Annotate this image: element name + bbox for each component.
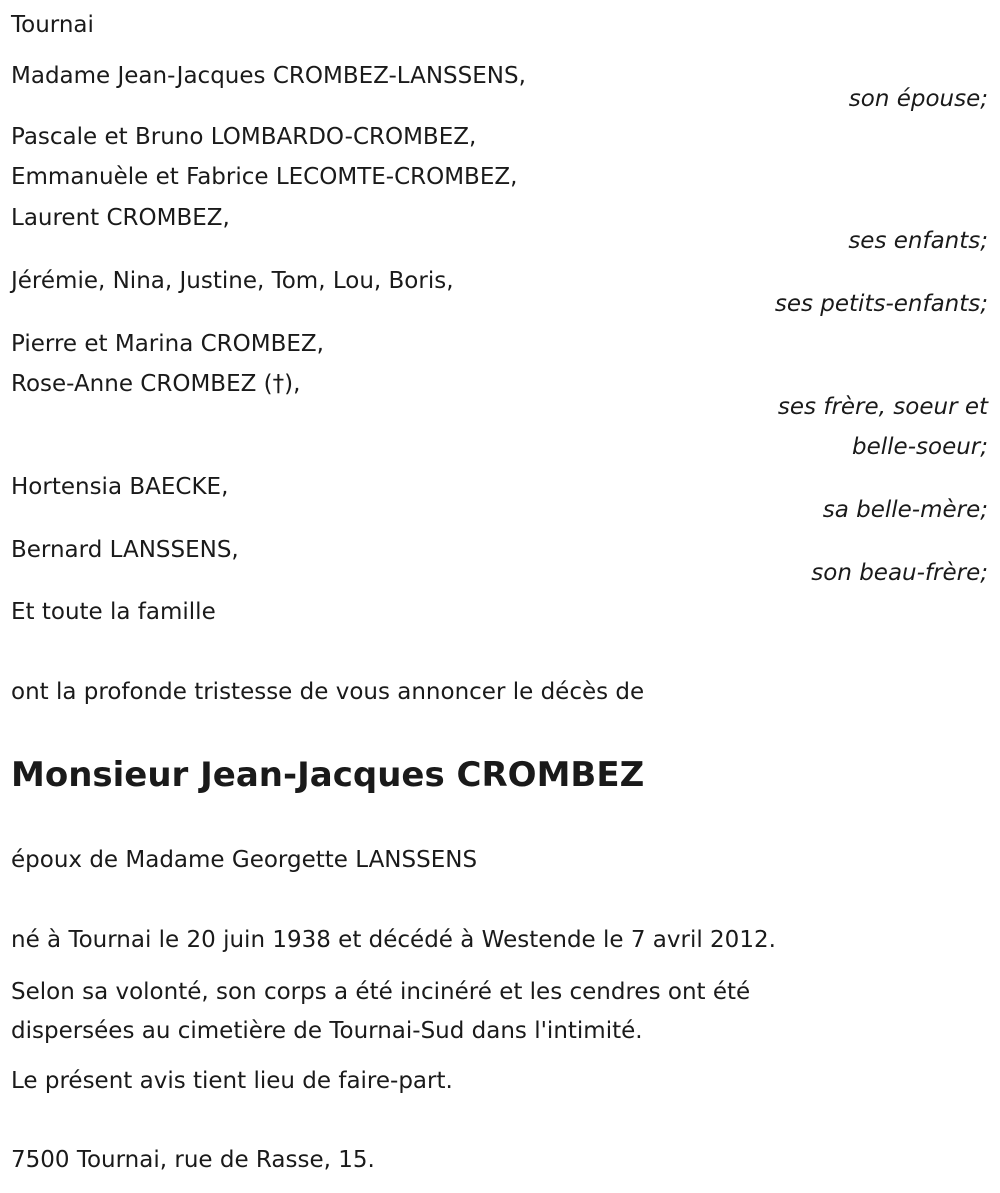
family-relation: belle-soeur; xyxy=(852,434,988,460)
dates-line: né à Tournai le 20 juin 1938 et décédé à Westende le 7 avril 2012. xyxy=(11,927,776,953)
announcement: ont la profonde tristesse de vous annoncer le décès de xyxy=(11,679,645,705)
family-name: Jérémie, Nina, Justine, Tom, Lou, Boris, xyxy=(11,268,454,294)
notice-line: Le présent avis tient lieu de faire-part. xyxy=(11,1068,453,1094)
family-name: Laurent CROMBEZ, xyxy=(11,205,230,231)
family-name: Pierre et Marina CROMBEZ, xyxy=(11,331,324,357)
family-name: Rose-Anne CROMBEZ (†), xyxy=(11,371,301,397)
deceased-name: Monsieur Jean-Jacques CROMBEZ xyxy=(11,755,645,795)
family-relation: sa belle-mère; xyxy=(822,497,988,523)
address: 7500 Tournai, rue de Rasse, 15. xyxy=(11,1147,375,1173)
family-relation: son épouse; xyxy=(848,86,988,112)
family-name: Hortensia BAECKE, xyxy=(11,474,229,500)
family-name: Pascale et Bruno LOMBARDO-CROMBEZ, xyxy=(11,124,477,150)
closing-family: Et toute la famille xyxy=(11,599,216,625)
family-relation: son beau-frère; xyxy=(811,560,988,586)
wish-line: dispersées au cimetière de Tournai-Sud dans l'intimité. xyxy=(11,1018,643,1044)
family-name: Emmanuèle et Fabrice LECOMTE-CROMBEZ, xyxy=(11,164,518,190)
family-name: Madame Jean-Jacques CROMBEZ-LANSSENS, xyxy=(11,63,526,89)
family-relation: ses petits-enfants; xyxy=(774,291,988,317)
spouse-line: époux de Madame Georgette LANSSENS xyxy=(11,847,478,873)
family-relation: ses frère, soeur et xyxy=(777,394,988,420)
city: Tournai xyxy=(11,12,94,38)
wish-line: Selon sa volonté, son corps a été incinéré et les cendres ont été xyxy=(11,979,751,1005)
family-name: Bernard LANSSENS, xyxy=(11,537,239,563)
family-relation: ses enfants; xyxy=(848,228,988,254)
